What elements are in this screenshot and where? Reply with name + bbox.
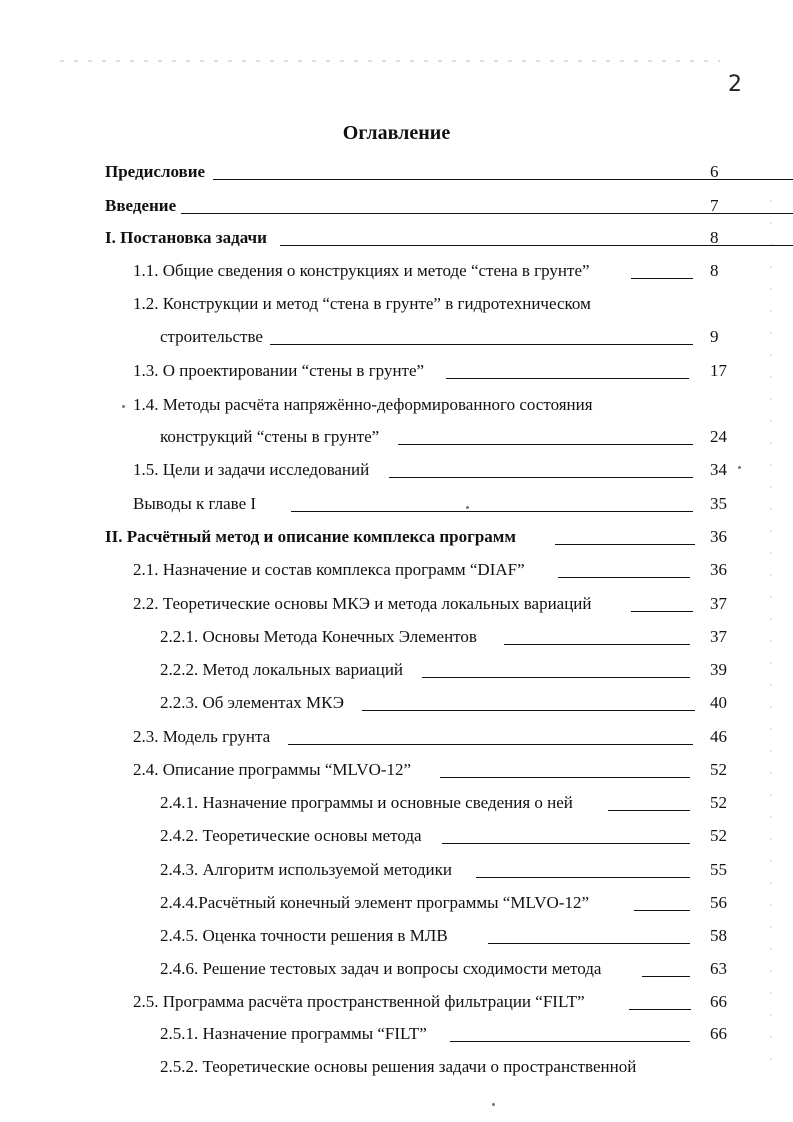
toc-entry-page: 39 (710, 660, 727, 679)
toc-entry-page: 52 (710, 793, 727, 812)
toc-entry-label: 1.4. Методы расчёта напряжённо-деформированного состояния (133, 395, 593, 414)
page-number: 2 (728, 72, 742, 97)
toc-entry-label: 2.3. Модель грунта (133, 727, 271, 746)
toc-entry-label: I. Постановка задачи (105, 228, 267, 247)
toc-entry-page: 52 (710, 760, 727, 779)
toc-entry-page: 6 (710, 162, 719, 181)
toc-entry-page: 55 (710, 860, 727, 879)
toc-entry-label: 2.5.1. Назначение программы “FILT” (160, 1024, 427, 1043)
toc-entry-page: 7 (710, 196, 719, 215)
toc-entry-label: 2.2.3. Об элементах МКЭ (160, 693, 344, 712)
toc-entry-label: Выводы к главе I (133, 494, 257, 513)
toc-entry-page: 36 (710, 527, 727, 546)
toc-entry-page: 35 (710, 494, 727, 513)
scan-speck (466, 506, 469, 509)
toc-entry-label: строительстве (160, 327, 263, 346)
toc-entry-label: 2.4.2. Теоретические основы метода (160, 826, 422, 845)
toc-entry-label: 2.4.6. Решение тестовых задач и вопросы сходимости метода (160, 959, 602, 978)
toc-entry-page: 66 (710, 1024, 727, 1043)
toc-entry-page: 9 (710, 327, 719, 346)
toc-entry-page: 63 (710, 959, 727, 978)
toc-entry-label: 2.4. Описание программы “MLVO-12” (133, 760, 412, 779)
toc-entry-page: 34 (710, 460, 727, 479)
toc-entry-page: 37 (710, 627, 727, 646)
toc-entry-label: 1.3. О проектировании “стены в грунте” (133, 361, 425, 380)
toc-entry-label: 2.2. Теоретические основы МКЭ и метода локальных вариаций (133, 594, 592, 613)
toc-entry-label: 2.4.3. Алгоритм используемой методики (160, 860, 453, 879)
toc-entry-page: 66 (710, 992, 727, 1011)
toc-entry-label: 2.2.1. Основы Метода Конечных Элементов (160, 627, 477, 646)
toc-entry-label: 1.5. Цели и задачи исследований (133, 460, 370, 479)
toc-entry-label: Предисловие (105, 162, 206, 181)
toc-entry-page: 46 (710, 727, 727, 746)
toc-entry-label: 2.5.2. Теоретические основы решения задачи о пространственной (160, 1057, 637, 1076)
page-title: Оглавление (342, 122, 451, 144)
toc-entry-label: 1.1. Общие сведения о конструкциях и методе “стена в грунте” (133, 261, 590, 280)
toc-entry-label: Введение (105, 196, 177, 215)
toc-entry-label: конструкций “стены в грунте” (160, 427, 380, 446)
toc-entry-page: 56 (710, 893, 727, 912)
toc-entry-label: 2.2.2. Метод локальных вариаций (160, 660, 404, 679)
toc-entry-page: 37 (710, 594, 727, 613)
toc-entry-label: II. Расчётный метод и описание комплекса программ (105, 527, 516, 546)
toc-entry-label: 2.4.4.Расчётный конечный элемент программы “MLVO-12” (160, 893, 590, 912)
toc-entry-page: 58 (710, 926, 727, 945)
scan-speck (122, 405, 125, 408)
toc-entry-label: 2.4.5. Оценка точности решения в МЛВ (160, 926, 448, 945)
toc-entry-label: 2.1. Назначение и состав комплекса программ “DIAF” (133, 560, 525, 579)
scan-speck (492, 1103, 495, 1106)
toc-entry-page: 17 (710, 361, 727, 380)
toc-entry-label: 1.2. Конструкции и метод “стена в грунте” в гидротехническом (133, 294, 591, 313)
toc-entry-label: 2.5. Программа расчёта пространственной фильтрации “FILT” (133, 992, 585, 1011)
toc-entry-label: 2.4.1. Назначение программы и основные сведения о ней (160, 793, 573, 812)
toc-entry-page: 36 (710, 560, 727, 579)
scan-speck (738, 466, 741, 469)
toc-entry-page: 52 (710, 826, 727, 845)
toc-entry-page: 40 (710, 693, 727, 712)
toc-entry-page: 24 (710, 427, 727, 446)
toc-entry-page: 8 (710, 261, 719, 280)
toc-entry-page: 8 (710, 228, 719, 247)
